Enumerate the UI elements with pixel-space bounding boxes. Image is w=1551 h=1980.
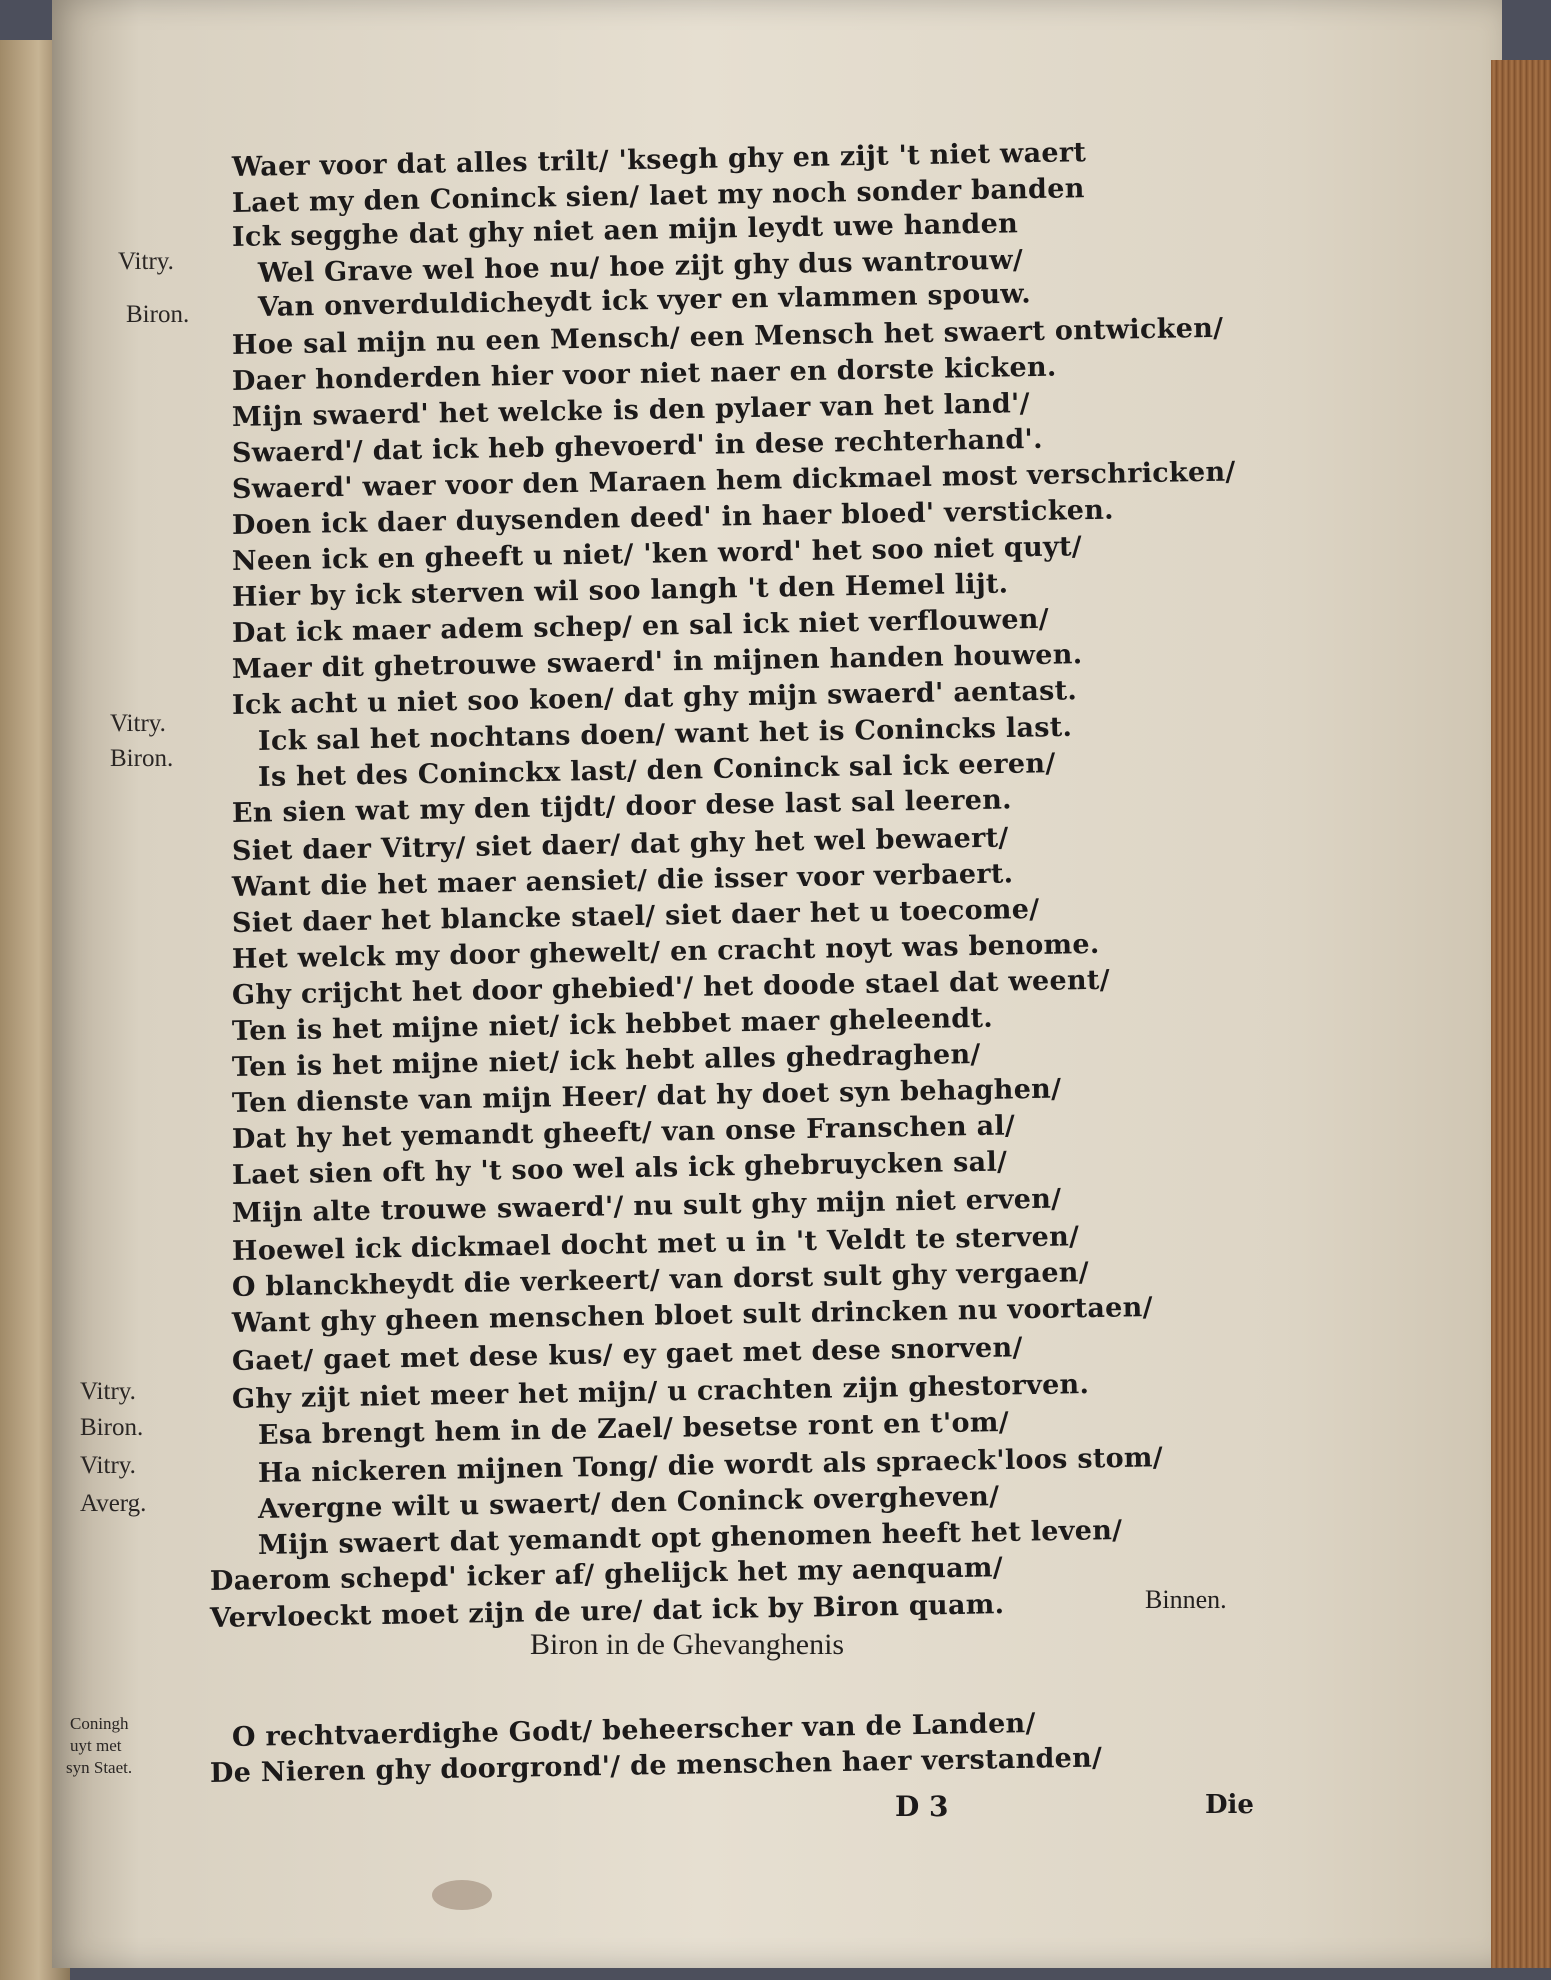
verse-line: Siet daer het blancke stael/ siet daer het u toecome/ xyxy=(231,893,1040,939)
speaker-label: Vitry. xyxy=(80,1452,136,1479)
speaker-label: Biron. xyxy=(110,745,174,772)
verse-line: Hoe sal mijn nu een Mensch/ een Mensch het swaert ontwicken/ xyxy=(231,312,1224,361)
speaker-label: Biron. xyxy=(80,1414,144,1441)
verse-line: Mijn alte trouwe swaerd'/ nu sult ghy mijn niet erven/ xyxy=(231,1183,1062,1229)
verse-line: Daerom schepd' icker af/ ghelijck het my aenquam/ xyxy=(209,1552,1004,1597)
verse-line: O blanckheydt die verkeert/ van dorst sult ghy vergaen/ xyxy=(231,1257,1090,1303)
verse-line: Hier by ick sterven wil soo langh 't den Hemel lijt. xyxy=(231,568,1009,613)
verse-line: Hoewel ick dickmael docht met u in 't Veldt te sterven/ xyxy=(231,1221,1080,1267)
verse-line: Ten dienste van mijn Heer/ dat hy doet syn behaghen/ xyxy=(231,1073,1062,1119)
verse-line: Ha nickeren mijnen Tong/ die wordt als spraeck'loos stom/ xyxy=(257,1442,1164,1489)
verse-line: De Nieren ghy doorgrond'/ de menschen haer verstanden/ xyxy=(209,1742,1103,1789)
verse-line: Gaet/ gaet met dese kus/ ey gaet met dese snorven/ xyxy=(231,1332,1023,1377)
verse-line: Siet daer Vitry/ siet daer/ dat ghy het wel bewaert/ xyxy=(231,822,1009,867)
verse-line: Waer voor dat alles trilt/ 'ksegh ghy en zijt 't niet waert xyxy=(231,137,1087,183)
verse-line: Daer honderden hier voor niet naer en dorste kicken. xyxy=(231,351,1057,397)
signature-mark: D 3 xyxy=(895,1790,949,1823)
verse-line: Swaerd' waer voor den Maraen hem dickmael most verschricken/ xyxy=(231,456,1236,505)
verse-line: Het welck my door ghewelt/ en cracht noyt was benome. xyxy=(231,928,1100,975)
margin-note-line: syn Staet. xyxy=(66,1758,133,1777)
speaker-label: Averg. xyxy=(80,1490,147,1517)
verse-line: Doen ick daer duysenden deed' in haer bloed' versticken. xyxy=(231,494,1115,541)
catchword: Die xyxy=(1205,1790,1254,1820)
verse-line: Mijn swaerd' het welcke is den pylaer van het land'/ xyxy=(231,388,1031,433)
verse-line: Ick segghe dat ghy niet aen mijn leydt uwe handen xyxy=(231,208,1019,253)
speaker-label: Vitry. xyxy=(118,248,174,275)
verse-line: Esa brengt hem in de Zael/ besetse ront en t'om/ xyxy=(257,1406,1010,1451)
margin-note-line: uyt met xyxy=(70,1736,122,1755)
verse-line: Ick sal het nochtans doen/ want het is Conincks last. xyxy=(257,711,1073,757)
page-stain xyxy=(432,1880,492,1910)
verse-line: Vervloeckt moet zijn de ure/ dat ick by Biron quam. xyxy=(209,1589,1005,1634)
verse-line: O rechtvaerdighe Godt/ beheerscher van de Landen/ xyxy=(231,1707,1036,1753)
margin-note-line: Coningh xyxy=(70,1714,129,1733)
verse-line: Ghy crijcht het door ghebied'/ het doode stael dat weent/ xyxy=(231,964,1111,1011)
speaker-label: Biron. xyxy=(126,301,190,328)
verse-line: Ten is het mijne niet/ ick hebt alles ghedraghen/ xyxy=(231,1038,981,1083)
verse-line: Dat hy het yemandt gheeft/ van onse Franschen al/ xyxy=(231,1110,1016,1155)
verse-line: Want die het maer aensiet/ die isser voor verbaert. xyxy=(231,858,1014,903)
verse-line: Avergne wilt u swaert/ den Coninck overgheven/ xyxy=(257,1481,1000,1525)
verse-line: Ten is het mijne niet/ ick hebbet maer gheleendt. xyxy=(231,1002,994,1047)
speaker-label: Vitry. xyxy=(110,710,166,737)
verse-line: Maer dit ghetrouwe swaerd' in mijnen handen houwen. xyxy=(231,639,1083,685)
verse-line: Neen ick en gheeft u niet/ 'ken word' het soo niet quyt/ xyxy=(231,531,1083,577)
verse-line: Wel Grave wel hoe nu/ hoe zijt ghy dus wantrouw/ xyxy=(257,244,1024,289)
verse-line: Is het des Coninckx last/ den Coninck sal ick eeren/ xyxy=(257,748,1056,793)
verse-line: Want ghy gheen menschen bloet sult drincken nu voortaen/ xyxy=(231,1291,1153,1339)
verse-line: Ghy zijt niet meer het mijn/ u crachten zijn ghestorven. xyxy=(231,1369,1090,1415)
verse-line: Swaerd'/ dat ick heb ghevoerd' in dese rechterhand'. xyxy=(231,423,1044,469)
speaker-label: Vitry. xyxy=(80,1378,136,1405)
verse-line: Laet sien oft hy 't soo wel als ick ghebruycken sal/ xyxy=(231,1146,1008,1191)
verse-line: Ick acht u niet soo koen/ dat ghy mijn swaerd' aentast. xyxy=(231,675,1078,721)
verse-line: Van onverduldicheydt ick vyer en vlammen spouw. xyxy=(257,278,1032,323)
verse-line: Laet my den Coninck sien/ laet my noch sonder banden xyxy=(231,173,1085,219)
stage-direction: Binnen. xyxy=(1145,1585,1227,1614)
verse-line: En sien wat my den tijdt/ door dese last sal leeren. xyxy=(231,784,1013,829)
verse-line: Dat ick maer adem schep/ en sal ick niet verflouwen/ xyxy=(231,603,1050,649)
verse-line: Mijn swaert dat yemandt opt ghenomen heeft het leven/ xyxy=(257,1514,1123,1561)
scene-heading: Biron in de Ghevanghenis xyxy=(530,1628,845,1661)
